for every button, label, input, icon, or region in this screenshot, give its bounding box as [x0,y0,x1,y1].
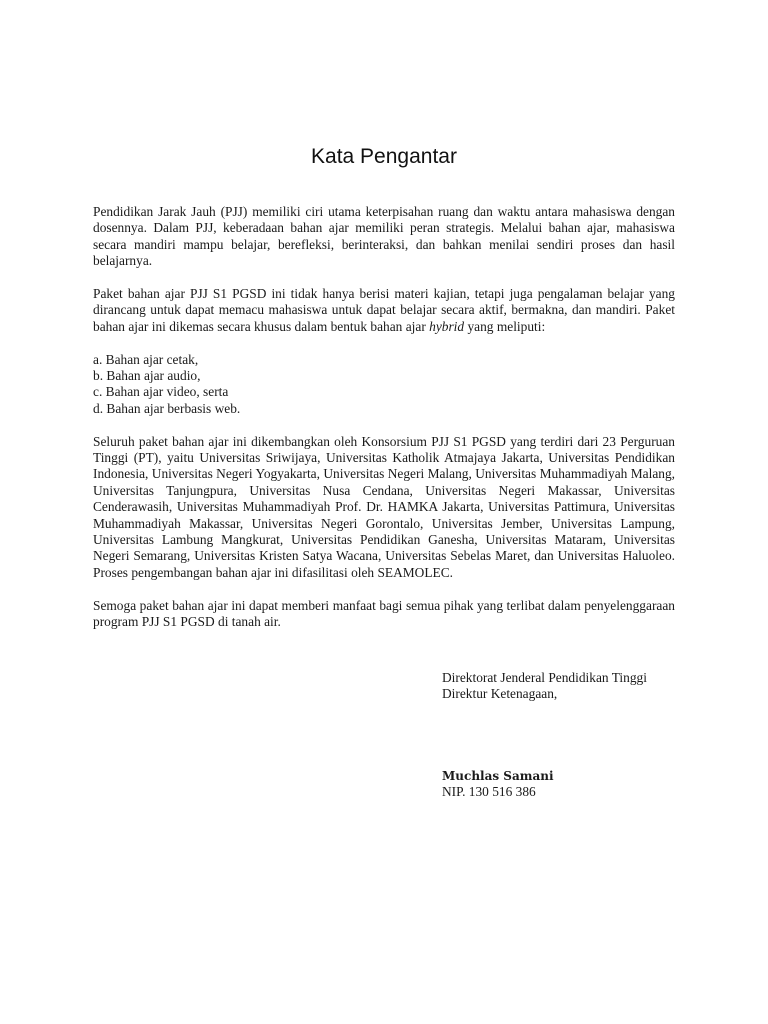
signature-name: Muchlas Samani [442,768,554,783]
list-item: a. Bahan ajar cetak, [93,351,199,367]
paragraph-package [93,286,675,335]
signature-nip: NIP. 130 516 386 [442,784,536,800]
page-title: Kata Pengantar [311,145,457,168]
list-item: b. Bahan ajar audio, [93,368,201,384]
paragraph-closing: Semoga paket bahan ajar ini dapat memberi manfaat bagi semua pihak yang terlibat dalam penyelenggaraan program PJJ S1 PGSD di tanah air. [93,597,675,630]
signature-block [442,670,702,801]
paragraph-package-text-start: Paket bahan ajar PJJ S1 PGSD ini tidak hanya berisi materi kajian, tetapi juga pengalaman belajar yang dirancang untuk dapat memacu mahasiswa untuk dapat belajar secara aktif, bermakna, dan mandiri. Paket bahan ajar ini dikemas secara khusus dalam bentuk bahan ajar [93,286,675,334]
document-body [93,204,675,631]
list-item: c. Bahan ajar video, serta [93,384,229,400]
paragraph-package-text-end: yang meliputi: [467,318,546,334]
hybrid-term: hybrid [429,318,465,334]
list-item: d. Bahan ajar berbasis web. [93,400,241,416]
signature-position: Direktur Ketenagaan, [442,686,558,702]
material-list [93,352,675,418]
paragraph-consortium: Seluruh paket bahan ajar ini dikembangkan oleh Konsorsium PJJ S1 PGSD yang terdiri dari 23 Perguruan Tinggi (PT), yaitu Universitas Sriwijaya, Universitas Katholik Atmajaya Jakarta, Universitas Pendidikan Indonesia, Universitas Negeri Yogyakarta, Universitas Negeri Malang, Universitas Muhammadiyah Malang, Universitas Tanjungpura, Universitas Nusa Cendana, Universitas Negeri Makassar, Universitas Cenderawasih, Universitas Muhammadiyah Prof. Dr. HAMKA Jakarta, Universitas Pattimura, Universitas Muhammadiyah Makassar, Universitas Negeri Gorontalo, Universitas Jember, Universitas Lampung, Universitas Lambung Mangkurat, Universitas Pendidikan Ganesha, Universitas Mataram, Universitas Negeri Semarang, Universitas Kristen Satya Wacana, Universitas Sebelas Maret, dan Universitas Haluoleo. Proses pengembangan bahan ajar ini difasilitasi oleh SEAMOLEC. [93,433,675,580]
signature-institution: Direktorat Jenderal Pendidikan Tinggi [442,670,647,685]
paragraph-intro: Pendidikan Jarak Jauh (PJJ) memiliki ciri utama keterpisahan ruang dan waktu antara mahasiswa dengan dosennya. Dalam PJJ, keberadaan bahan ajar memiliki peran strategis. Melalui bahan ajar, mahasiswa secara mandiri mampu belajar, berefleksi, berinteraksi, dan bahkan menilai sendiri proses dan hasil belajarnya. [93,204,675,269]
